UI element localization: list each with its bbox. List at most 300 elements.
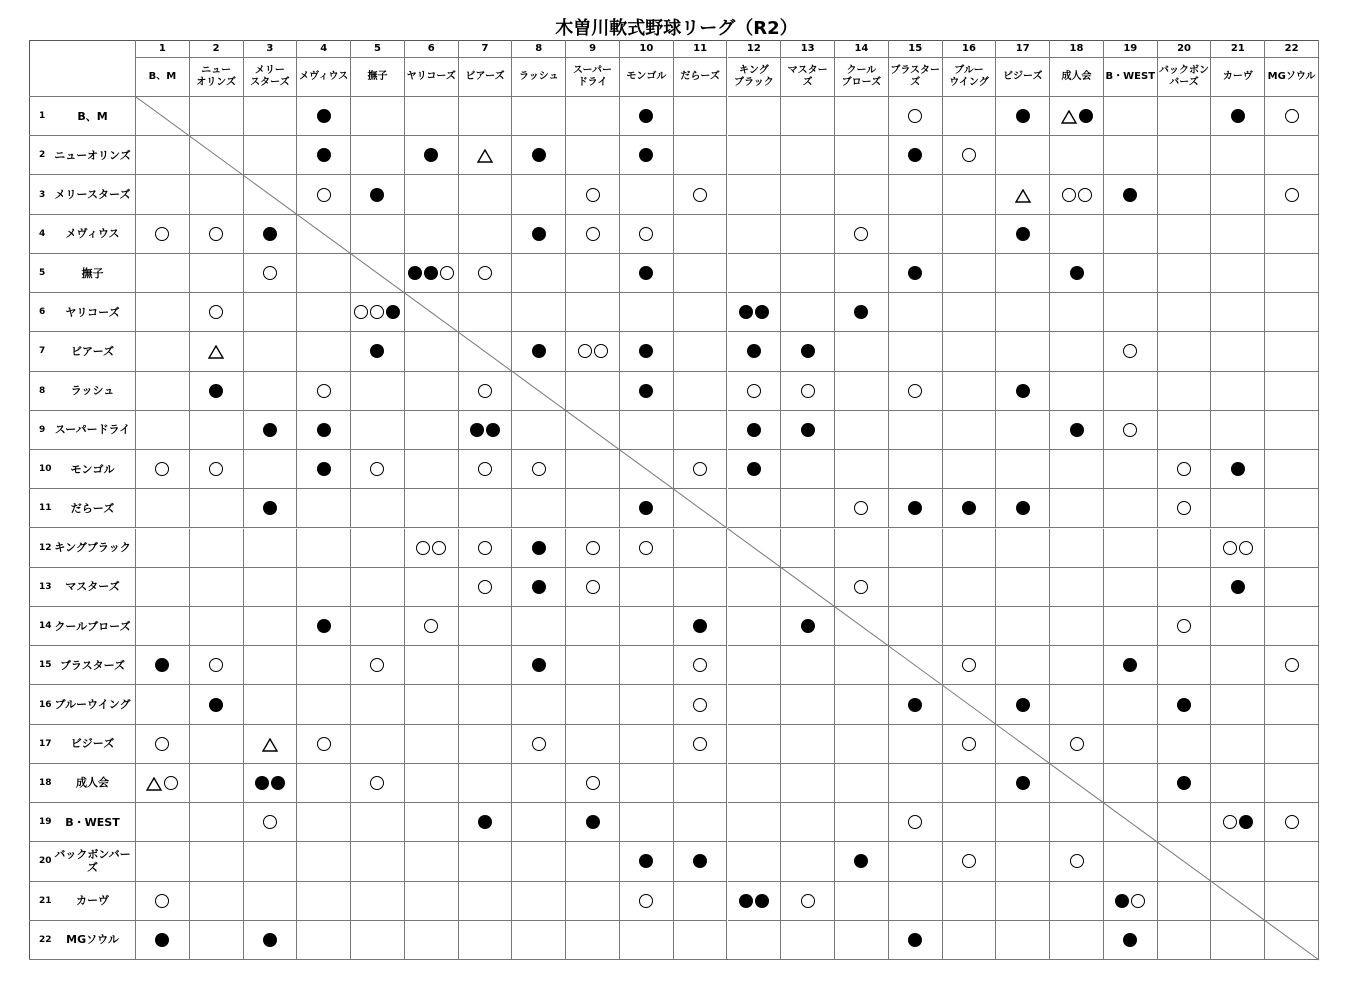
result-cell <box>1265 921 1319 960</box>
win-mark <box>962 501 976 515</box>
result-cell <box>244 803 298 842</box>
win-mark <box>317 619 331 633</box>
result-cell <box>190 332 244 371</box>
result-cell <box>190 254 244 293</box>
result-marks <box>908 266 922 280</box>
result-cell <box>1158 725 1212 764</box>
result-marks <box>693 619 707 633</box>
result-marks <box>908 933 922 947</box>
result-cell <box>190 646 244 685</box>
win-mark <box>424 148 438 162</box>
result-cell <box>1265 646 1319 685</box>
result-marks <box>1177 462 1191 476</box>
result-cell <box>996 646 1050 685</box>
result-cell <box>1050 921 1104 960</box>
row-number: 15 <box>29 646 50 685</box>
result-marks <box>586 580 600 594</box>
result-cell <box>889 175 943 214</box>
result-marks <box>1062 188 1092 202</box>
result-cell <box>1265 136 1319 175</box>
result-cell <box>889 372 943 411</box>
result-cell <box>244 97 298 136</box>
result-marks <box>317 737 331 751</box>
result-marks <box>155 737 169 751</box>
row-number: 12 <box>29 529 50 568</box>
result-cell <box>405 293 459 332</box>
result-cell <box>566 411 620 450</box>
result-cell <box>835 685 889 724</box>
result-marks <box>263 227 277 241</box>
result-cell <box>781 489 835 528</box>
column-team-name: メリー スターズ <box>244 58 298 97</box>
row-team-name <box>50 882 136 921</box>
result-cell <box>1211 607 1265 646</box>
result-cell <box>943 764 997 803</box>
row-team-label: スーパードライ <box>54 423 131 437</box>
result-cell <box>1158 646 1212 685</box>
win-mark <box>317 423 331 437</box>
result-marks <box>586 188 600 202</box>
result-cell <box>835 764 889 803</box>
loss-mark <box>370 776 384 790</box>
result-cell <box>405 450 459 489</box>
result-cell <box>728 411 782 450</box>
loss-mark <box>532 462 546 476</box>
result-cell <box>351 97 405 136</box>
result-cell <box>1050 254 1104 293</box>
row-team-name <box>50 842 136 881</box>
result-cell <box>190 411 244 450</box>
result-cell <box>889 332 943 371</box>
win-mark <box>801 423 815 437</box>
result-cell <box>1265 97 1319 136</box>
result-marks <box>263 815 277 829</box>
loss-mark <box>693 737 707 751</box>
result-cell <box>781 725 835 764</box>
result-cell <box>512 607 566 646</box>
result-marks <box>317 462 331 476</box>
result-cell <box>512 803 566 842</box>
result-cell <box>566 372 620 411</box>
result-cell <box>889 293 943 332</box>
result-cell <box>405 529 459 568</box>
result-marks <box>639 854 653 868</box>
result-cell <box>190 293 244 332</box>
result-cell <box>1050 882 1104 921</box>
result-marks <box>209 384 223 398</box>
row-team-name <box>50 372 136 411</box>
win-mark <box>1239 815 1253 829</box>
result-cell <box>459 607 513 646</box>
column-number: 6 <box>405 40 459 58</box>
column-number: 21 <box>1211 40 1265 58</box>
loss-mark <box>440 266 454 280</box>
loss-mark <box>1239 541 1253 555</box>
row-team-label: ヤリコーズ <box>65 305 120 319</box>
column-number: 12 <box>728 40 782 58</box>
result-cell <box>297 97 351 136</box>
result-cell <box>1158 764 1212 803</box>
result-cell <box>674 254 728 293</box>
result-marks <box>693 658 707 672</box>
result-cell <box>190 921 244 960</box>
result-marks <box>962 658 976 672</box>
result-cell <box>1211 803 1265 842</box>
result-marks <box>477 148 493 162</box>
result-cell <box>889 529 943 568</box>
result-cell <box>512 372 566 411</box>
draw-mark <box>477 148 493 162</box>
result-cell <box>674 175 728 214</box>
loss-mark <box>693 698 707 712</box>
result-cell <box>136 215 190 254</box>
result-cell <box>244 764 298 803</box>
result-cell <box>566 803 620 842</box>
result-cell <box>620 882 674 921</box>
result-cell <box>1050 685 1104 724</box>
result-cell <box>190 685 244 724</box>
result-cell <box>1050 97 1104 136</box>
result-cell <box>351 685 405 724</box>
win-mark <box>755 305 769 319</box>
result-cell <box>459 215 513 254</box>
row-team-label: だらーズ <box>70 501 115 515</box>
result-cell <box>943 332 997 371</box>
loss-mark <box>478 266 492 280</box>
result-cell <box>1158 489 1212 528</box>
result-cell <box>835 489 889 528</box>
result-cell <box>889 97 943 136</box>
loss-mark <box>317 737 331 751</box>
result-cell <box>1265 450 1319 489</box>
result-marks <box>962 854 976 868</box>
result-cell <box>674 842 728 881</box>
row-number: 10 <box>29 450 50 489</box>
loss-mark <box>1062 188 1076 202</box>
result-marks <box>908 698 922 712</box>
result-cell <box>459 332 513 371</box>
row-team-name <box>50 411 136 450</box>
result-cell <box>136 411 190 450</box>
win-mark <box>639 854 653 868</box>
result-cell <box>351 136 405 175</box>
row-team-label: ラッシュ <box>70 384 115 398</box>
row-team-name <box>50 529 136 568</box>
row-team-name <box>50 136 136 175</box>
result-cell <box>674 411 728 450</box>
result-marks <box>155 462 169 476</box>
result-cell <box>889 411 943 450</box>
result-cell <box>459 450 513 489</box>
result-marks <box>317 619 331 633</box>
result-cell <box>620 529 674 568</box>
result-marks <box>1285 815 1299 829</box>
result-cell <box>620 215 674 254</box>
result-cell <box>728 136 782 175</box>
column-team-name: MGソウル <box>1265 58 1319 97</box>
result-cell <box>405 725 459 764</box>
result-cell <box>244 646 298 685</box>
result-cell <box>835 568 889 607</box>
result-cell <box>1050 568 1104 607</box>
loss-mark <box>594 344 608 358</box>
result-marks <box>532 580 546 594</box>
result-cell <box>244 254 298 293</box>
result-cell <box>1104 175 1158 214</box>
result-marks <box>478 580 492 594</box>
result-marks <box>747 384 761 398</box>
result-cell <box>244 293 298 332</box>
result-marks <box>263 501 277 515</box>
result-cell <box>943 646 997 685</box>
result-cell <box>943 882 997 921</box>
win-mark <box>386 305 400 319</box>
result-cell <box>996 215 1050 254</box>
loss-mark <box>854 580 868 594</box>
result-marks <box>801 894 815 908</box>
result-cell <box>1265 568 1319 607</box>
loss-mark <box>209 227 223 241</box>
result-cell <box>297 254 351 293</box>
result-cell <box>1211 372 1265 411</box>
result-cell <box>1104 568 1158 607</box>
result-cell <box>943 803 997 842</box>
result-marks <box>209 305 223 319</box>
result-cell <box>405 568 459 607</box>
win-mark <box>639 501 653 515</box>
row-team-label: カーヴ <box>76 894 109 908</box>
result-cell <box>512 842 566 881</box>
result-marks <box>908 501 922 515</box>
result-cell <box>620 332 674 371</box>
result-cell <box>297 882 351 921</box>
loss-mark <box>1285 109 1299 123</box>
result-cell <box>996 97 1050 136</box>
result-cell <box>1104 215 1158 254</box>
result-cell <box>512 215 566 254</box>
result-cell <box>405 921 459 960</box>
draw-mark <box>1015 188 1031 202</box>
column-number: 16 <box>943 40 997 58</box>
result-cell <box>405 254 459 293</box>
column-team-name: ニュー オリンズ <box>190 58 244 97</box>
result-marks <box>478 266 492 280</box>
loss-mark <box>908 384 922 398</box>
result-marks <box>1177 698 1191 712</box>
result-cell <box>620 97 674 136</box>
result-cell <box>566 136 620 175</box>
result-marks <box>424 148 438 162</box>
win-mark <box>263 227 277 241</box>
result-cell <box>351 411 405 450</box>
result-cell <box>835 882 889 921</box>
result-cell <box>512 332 566 371</box>
win-mark <box>747 344 761 358</box>
result-cell <box>190 97 244 136</box>
result-marks <box>1015 188 1031 202</box>
result-cell <box>781 568 835 607</box>
result-cell <box>1158 685 1212 724</box>
row-number: 17 <box>29 725 50 764</box>
win-mark <box>1016 698 1030 712</box>
result-marks <box>317 188 331 202</box>
row-team-label: マスターズ <box>65 580 120 594</box>
result-marks <box>370 658 384 672</box>
result-marks <box>263 266 277 280</box>
result-cell <box>297 607 351 646</box>
result-cell <box>244 725 298 764</box>
result-cell <box>1211 175 1265 214</box>
column-number: 7 <box>459 40 513 58</box>
win-mark <box>639 109 653 123</box>
column-number: 22 <box>1265 40 1319 58</box>
result-marks <box>1016 698 1030 712</box>
result-cell <box>620 568 674 607</box>
result-cell <box>996 450 1050 489</box>
win-mark <box>263 423 277 437</box>
result-cell <box>136 646 190 685</box>
result-marks <box>1016 776 1030 790</box>
loss-mark <box>962 854 976 868</box>
result-cell <box>620 136 674 175</box>
loss-mark <box>801 384 815 398</box>
row-team-label: 成人会 <box>76 776 109 790</box>
result-cell <box>190 529 244 568</box>
result-cell <box>943 254 997 293</box>
win-mark <box>801 619 815 633</box>
column-number: 11 <box>674 40 728 58</box>
column-team-name: ブルー ウイング <box>943 58 997 97</box>
result-cell <box>459 97 513 136</box>
result-cell <box>674 489 728 528</box>
win-mark <box>424 266 438 280</box>
win-mark <box>908 266 922 280</box>
result-cell <box>674 97 728 136</box>
loss-mark <box>155 462 169 476</box>
result-marks <box>209 658 223 672</box>
result-cell <box>1104 332 1158 371</box>
result-cell <box>566 685 620 724</box>
result-cell <box>674 332 728 371</box>
row-team-name <box>50 489 136 528</box>
result-cell <box>136 97 190 136</box>
row-team-label: ニューオリンズ <box>54 148 131 162</box>
result-cell <box>351 646 405 685</box>
result-cell <box>889 489 943 528</box>
win-mark <box>1231 462 1245 476</box>
result-cell <box>620 607 674 646</box>
result-cell <box>781 97 835 136</box>
loss-mark <box>962 737 976 751</box>
result-cell <box>996 372 1050 411</box>
row-team-label: メヴィウス <box>65 227 120 241</box>
row-team-name <box>50 332 136 371</box>
win-mark <box>470 423 484 437</box>
result-marks <box>578 344 608 358</box>
result-marks <box>1070 854 1084 868</box>
result-cell <box>1211 646 1265 685</box>
result-cell <box>1211 529 1265 568</box>
row-team-label: MGソウル <box>66 933 119 947</box>
result-marks <box>255 776 285 790</box>
loss-mark <box>908 815 922 829</box>
result-cell <box>889 646 943 685</box>
result-cell <box>781 803 835 842</box>
result-marks <box>747 344 761 358</box>
result-cell <box>459 685 513 724</box>
win-mark <box>370 188 384 202</box>
win-mark <box>255 776 269 790</box>
result-cell <box>835 842 889 881</box>
row-team-label: モンゴル <box>70 462 115 476</box>
win-mark <box>1177 776 1191 790</box>
row-number: 19 <box>29 803 50 842</box>
result-cell <box>459 175 513 214</box>
result-cell <box>512 882 566 921</box>
loss-mark <box>1285 815 1299 829</box>
result-cell <box>1104 411 1158 450</box>
draw-mark <box>208 344 224 358</box>
result-cell <box>136 607 190 646</box>
result-cell <box>351 921 405 960</box>
result-marks <box>639 894 653 908</box>
win-mark <box>209 384 223 398</box>
result-cell <box>1050 293 1104 332</box>
column-number: 3 <box>244 40 298 58</box>
result-cell <box>996 411 1050 450</box>
result-cell <box>297 293 351 332</box>
column-number: 1 <box>136 40 190 58</box>
result-cell <box>674 215 728 254</box>
row-number: 21 <box>29 882 50 921</box>
column-number: 4 <box>297 40 351 58</box>
loss-mark <box>693 462 707 476</box>
result-cell <box>943 293 997 332</box>
loss-mark <box>532 737 546 751</box>
result-cell <box>244 529 298 568</box>
result-cell <box>943 685 997 724</box>
result-cell <box>405 842 459 881</box>
result-marks <box>586 541 600 555</box>
result-marks <box>639 266 653 280</box>
result-marks <box>1285 109 1299 123</box>
result-cell <box>781 411 835 450</box>
result-cell <box>244 882 298 921</box>
result-cell <box>566 842 620 881</box>
result-marks <box>532 344 546 358</box>
result-cell <box>566 568 620 607</box>
result-cell <box>1104 685 1158 724</box>
result-cell <box>1158 882 1212 921</box>
result-cell <box>728 882 782 921</box>
win-mark <box>1016 501 1030 515</box>
win-mark <box>854 854 868 868</box>
result-marks <box>854 580 868 594</box>
loss-mark <box>586 541 600 555</box>
result-cell <box>781 685 835 724</box>
result-cell <box>1158 842 1212 881</box>
result-marks <box>1177 501 1191 515</box>
loss-mark <box>586 776 600 790</box>
loss-mark <box>370 305 384 319</box>
win-mark <box>271 776 285 790</box>
result-cell <box>1104 293 1158 332</box>
win-mark <box>1123 188 1137 202</box>
win-mark <box>1123 933 1137 947</box>
result-cell <box>835 450 889 489</box>
result-cell <box>190 489 244 528</box>
result-marks <box>586 227 600 241</box>
